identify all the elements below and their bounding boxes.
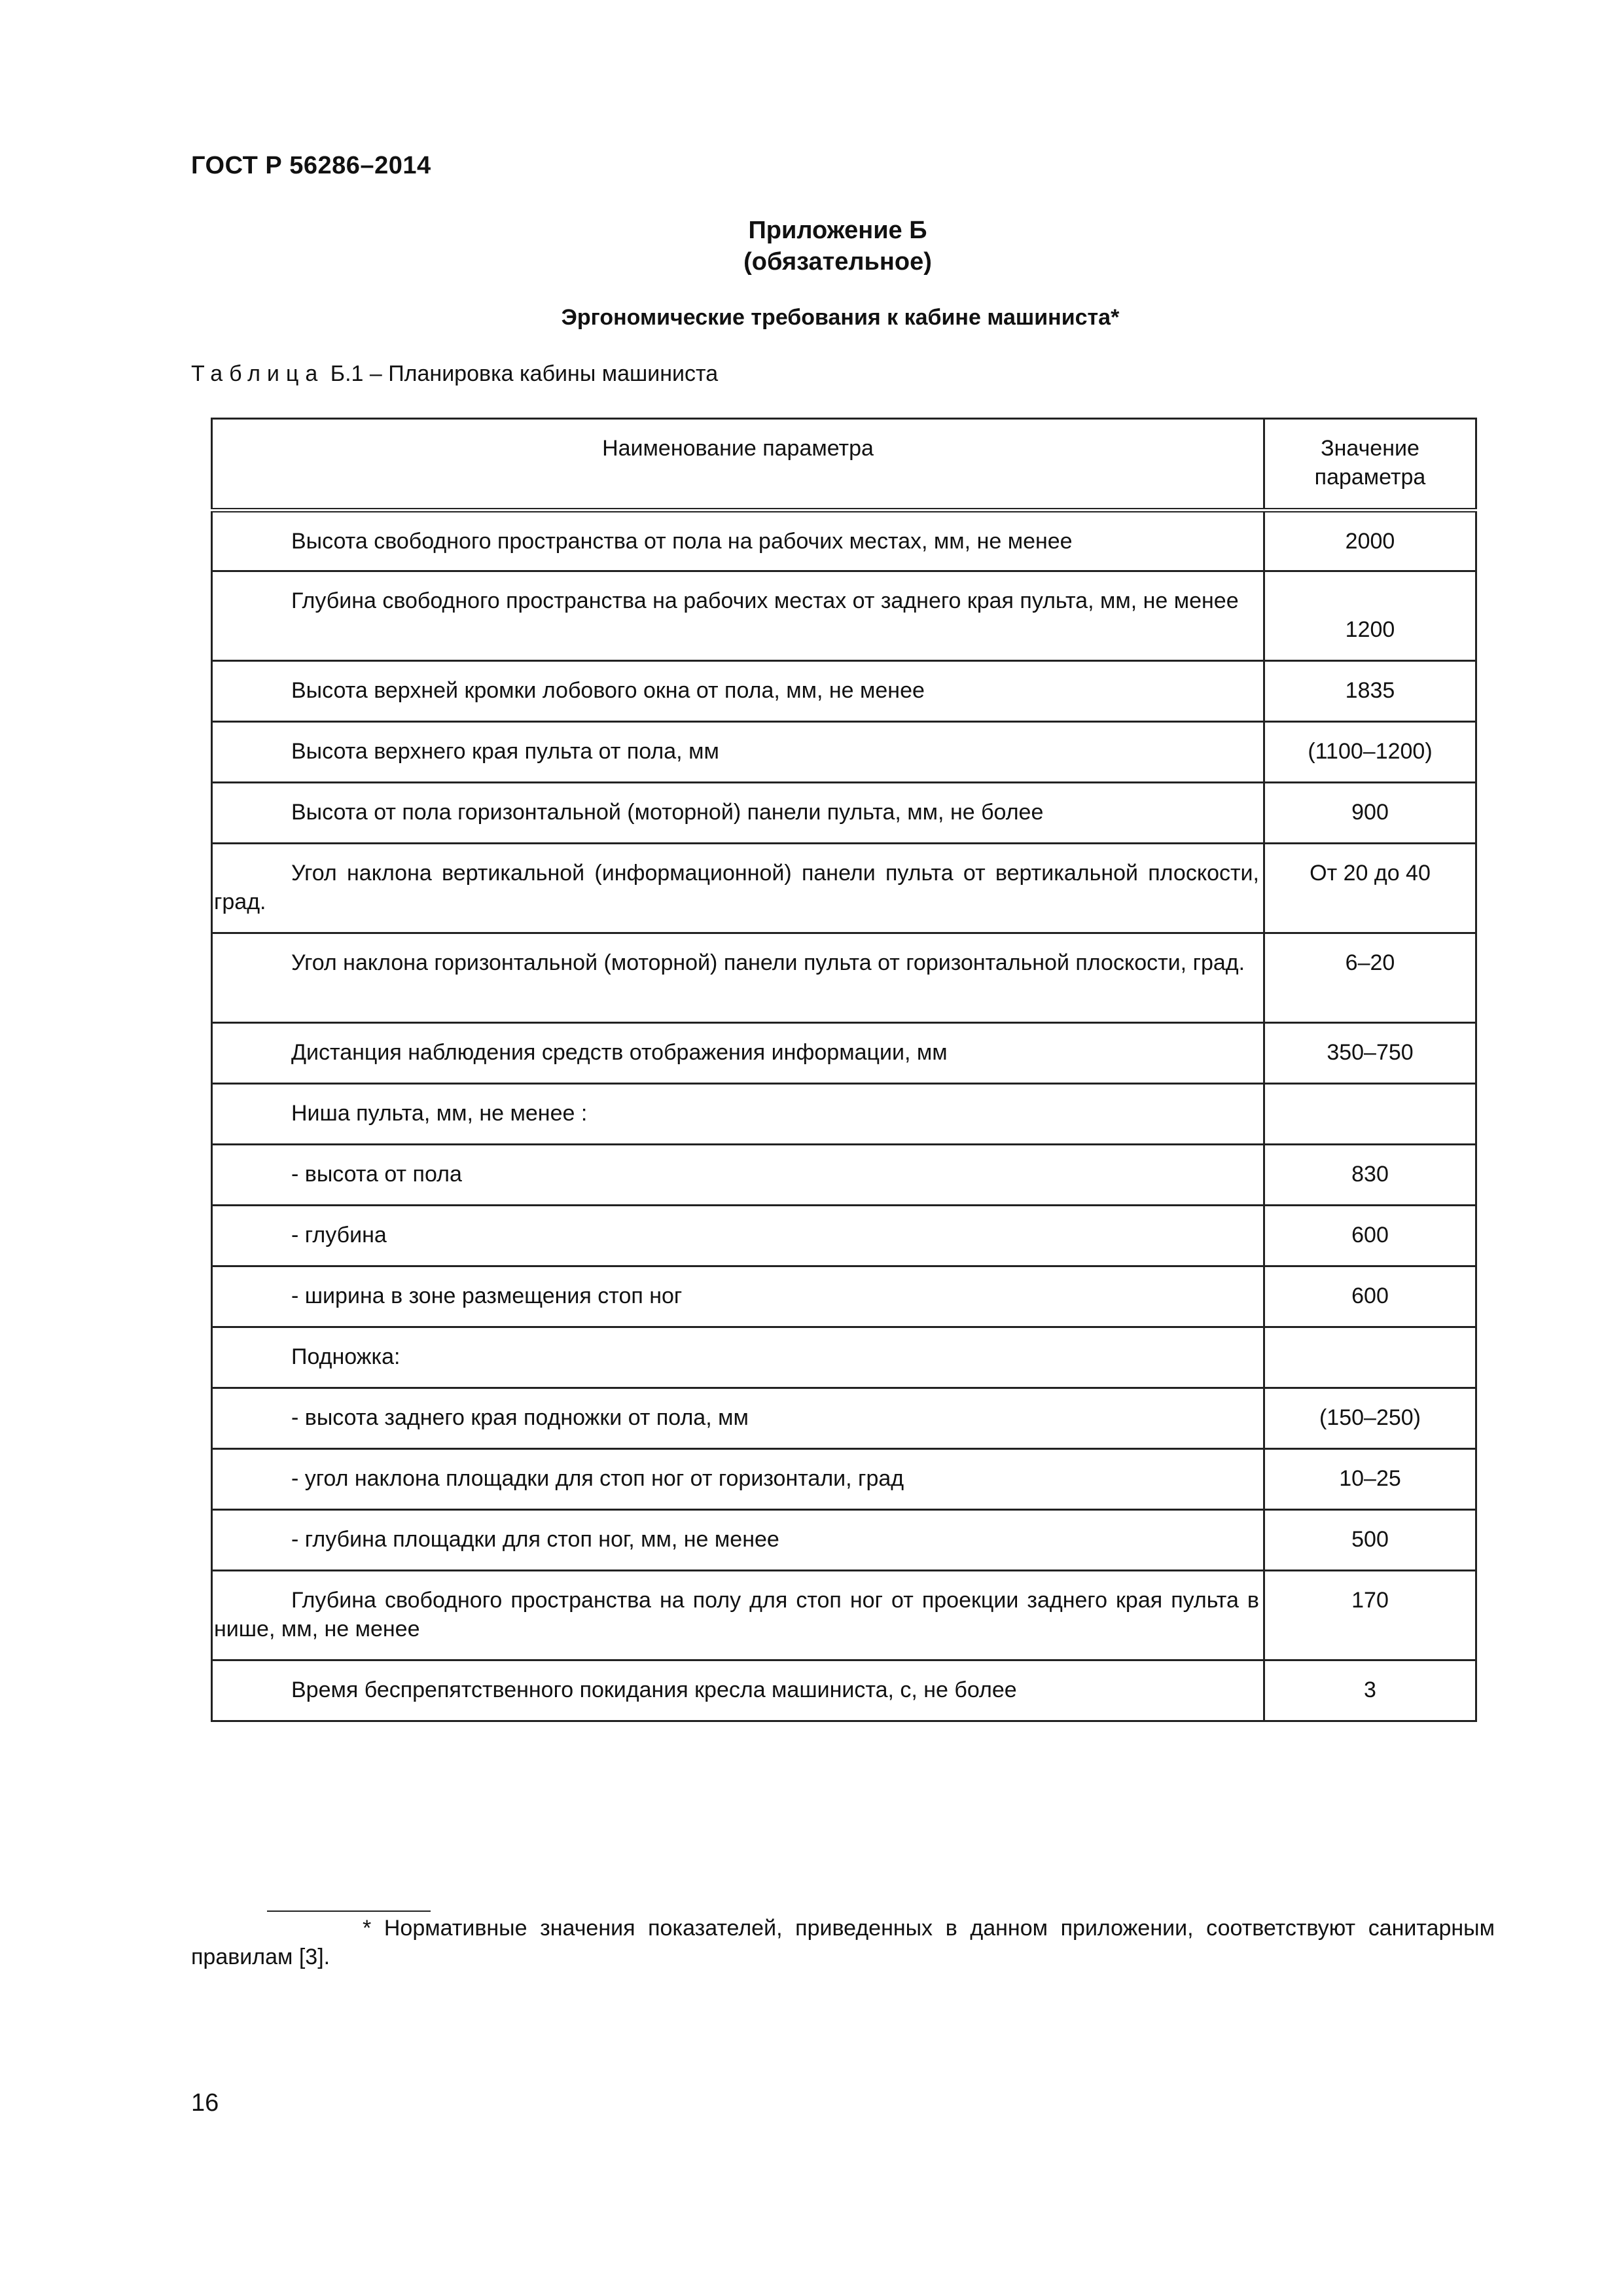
parameter-value — [1264, 1327, 1476, 1388]
parameter-name: Угол наклона горизонтальной (моторной) панели пульта от горизонтальной плоскости, град. — [212, 933, 1264, 1023]
table-row — [212, 783, 1476, 844]
table-row — [212, 661, 1476, 722]
parameter-value: (1100–1200) — [1264, 722, 1476, 783]
appendix-status: (обязательное) — [743, 248, 932, 276]
header-parameter-value: Значение параметра — [1264, 419, 1476, 511]
header-parameter-name: Наименование параметра — [212, 419, 1264, 511]
appendix-heading — [0, 215, 1623, 278]
parameter-name: Высота верхнего края пульта от пола, мм — [212, 722, 1264, 783]
table-row — [212, 844, 1476, 933]
parameter-name: Дистанция наблюдения средств отображения информации, мм — [212, 1023, 1264, 1084]
parameter-value: От 20 до 40 — [1264, 844, 1476, 933]
parameter-name: - ширина в зоне размещения стоп ног — [212, 1266, 1264, 1327]
table-row — [212, 1571, 1476, 1660]
table-row — [212, 1388, 1476, 1449]
parameter-name: Подножка: — [212, 1327, 1264, 1388]
table-row — [212, 1327, 1476, 1388]
parameter-name: Ниша пульта, мм, не менее : — [212, 1084, 1264, 1145]
parameter-name: Высота свободного пространства от пола на рабочих местах, мм, не менее — [212, 511, 1264, 571]
parameter-value — [1264, 1084, 1476, 1145]
footnote-separator — [267, 1910, 431, 1912]
table-row — [212, 933, 1476, 1023]
table-row — [212, 1266, 1476, 1327]
parameter-value: 500 — [1264, 1510, 1476, 1571]
table-row — [212, 1660, 1476, 1721]
parameter-value: 1200 — [1264, 571, 1476, 661]
parameter-value: 600 — [1264, 1266, 1476, 1327]
section-title: Эргономические требования к кабине машиниста* — [561, 305, 1120, 330]
parameter-value: 830 — [1264, 1145, 1476, 1206]
table-row — [212, 1510, 1476, 1571]
table-row — [212, 1023, 1476, 1084]
table-row — [212, 1449, 1476, 1510]
table-row — [212, 722, 1476, 783]
parameter-value: 600 — [1264, 1206, 1476, 1266]
parameters-table — [211, 418, 1477, 1722]
parameter-value: 350–750 — [1264, 1023, 1476, 1084]
table-caption — [191, 361, 718, 387]
parameter-name: - угол наклона площадки для стоп ног от горизонтали, град — [212, 1449, 1264, 1510]
parameter-name: Глубина свободного пространства на рабочих местах от заднего края пульта, мм, не менее — [212, 571, 1264, 661]
parameter-value: 6–20 — [1264, 933, 1476, 1023]
table-caption-label: Таблица — [191, 361, 325, 386]
table-caption-text: Б.1 – Планировка кабины машиниста — [324, 361, 719, 386]
parameter-name: Угол наклона вертикальной (информационной) панели пульта от вертикальной плоскости, град. — [212, 844, 1264, 933]
table-header-row — [212, 419, 1476, 511]
parameter-name: - глубина площадки для стоп ног, мм, не менее — [212, 1510, 1264, 1571]
parameter-name: Высота от пола горизонтальной (моторной) панели пульта, мм, не более — [212, 783, 1264, 844]
footnote: * Нормативные значения показателей, приведенных в данном приложении, соответствуют санитарным правилам [3]. — [191, 1916, 1495, 1969]
parameter-value: 170 — [1264, 1571, 1476, 1660]
table-row — [212, 511, 1476, 571]
parameter-value: 3 — [1264, 1660, 1476, 1721]
parameter-value: (150–250) — [1264, 1388, 1476, 1449]
table-row — [212, 1206, 1476, 1266]
table-row — [212, 571, 1476, 661]
parameter-value: 10–25 — [1264, 1449, 1476, 1510]
parameter-name: - высота от пола — [212, 1145, 1264, 1206]
parameter-value: 2000 — [1264, 511, 1476, 571]
parameter-name: - глубина — [212, 1206, 1264, 1266]
table-row — [212, 1084, 1476, 1145]
parameter-name: Время беспрепятственного покидания кресла машиниста, с, не более — [212, 1660, 1264, 1721]
table-row — [212, 1145, 1476, 1206]
parameter-name: Высота верхней кромки лобового окна от пола, мм, не менее — [212, 661, 1264, 722]
appendix-title: Приложение Б — [748, 217, 927, 244]
parameter-name: - высота заднего края подножки от пола, мм — [212, 1388, 1264, 1449]
parameter-name: Глубина свободного пространства на полу для стоп ног от проекции заднего края пульта в нише, мм, не менее — [212, 1571, 1264, 1660]
parameter-value: 1835 — [1264, 661, 1476, 722]
page-number: 16 — [191, 2089, 219, 2117]
document-code: ГОСТ Р 56286–2014 — [191, 152, 431, 179]
parameter-value: 900 — [1264, 783, 1476, 844]
